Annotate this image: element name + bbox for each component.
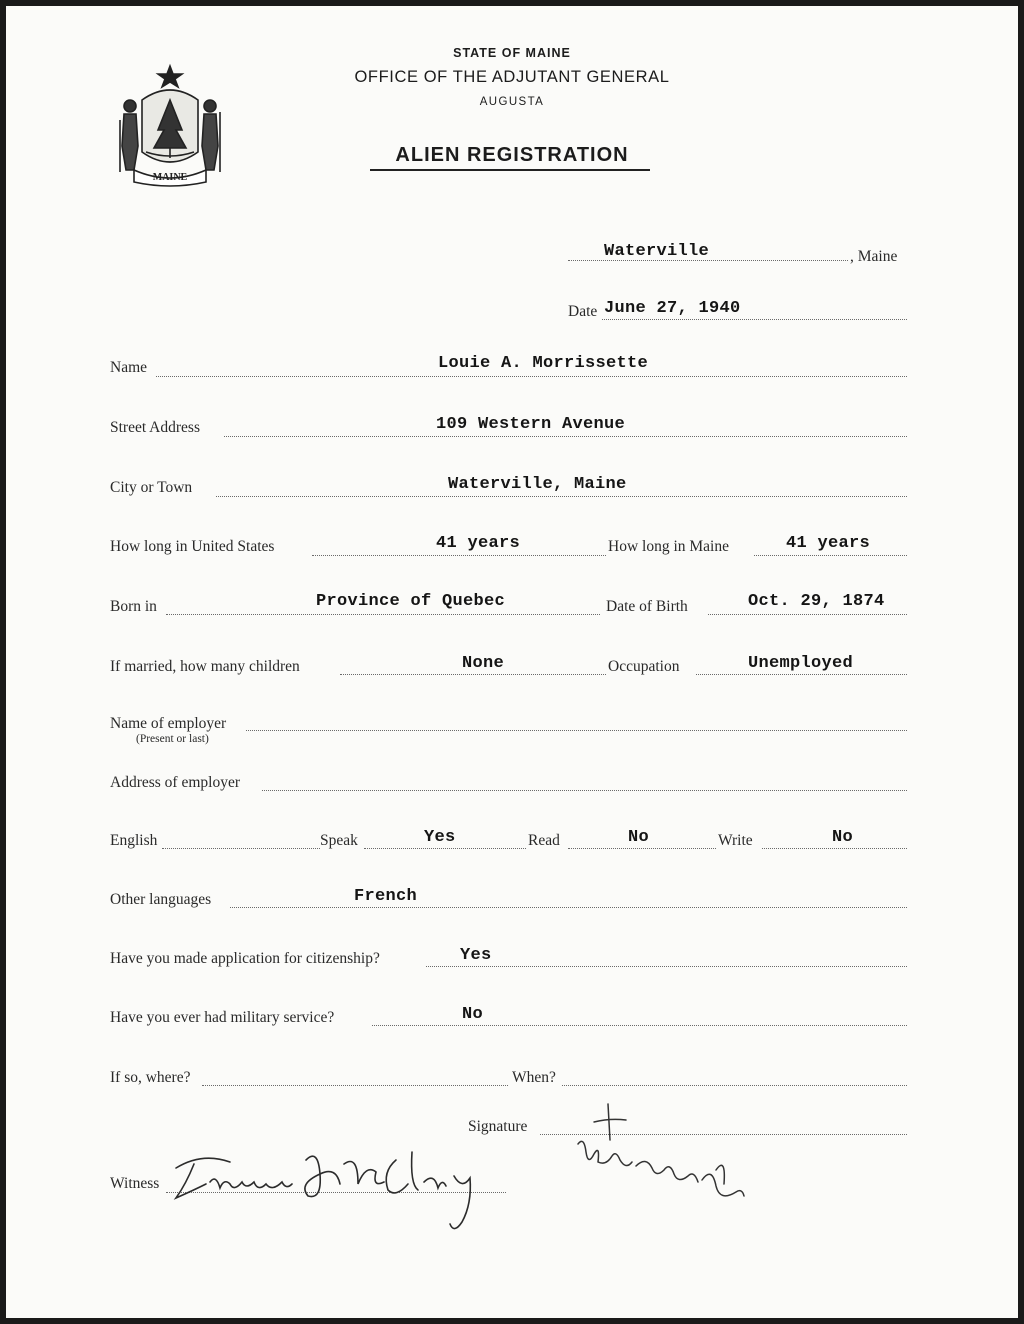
occupation-line: [696, 674, 907, 675]
when-line: [562, 1085, 907, 1086]
english-line: [162, 848, 320, 849]
occupation-value: Unemployed: [748, 654, 854, 673]
write-label: Write: [718, 832, 753, 849]
when-label: When?: [512, 1069, 556, 1086]
header-office: OFFICE OF THE ADJUTANT GENERAL: [354, 68, 670, 86]
witness-label: Witness: [110, 1175, 160, 1192]
date-value: June 27, 1940: [604, 299, 741, 318]
employer-label: Name of employer: [110, 715, 227, 732]
city-line: [216, 496, 907, 497]
seal-motto-text: MAINE: [152, 172, 188, 183]
where-line: [202, 1085, 508, 1086]
speak-line: [364, 848, 526, 849]
dob-label: Date of Birth: [606, 598, 688, 615]
us-duration-value: 41 years: [436, 534, 521, 553]
dob-line: [708, 614, 907, 615]
maine-duration-label: How long in Maine: [608, 538, 729, 555]
children-line: [340, 674, 606, 675]
title-underline: [370, 169, 650, 171]
place-suffix: , Maine: [850, 248, 898, 265]
speak-label: Speak: [320, 832, 358, 849]
header-city: AUGUSTA: [479, 96, 545, 108]
read-line: [568, 848, 716, 849]
us-duration-line: [312, 555, 606, 556]
header-state: STATE OF MAINE: [453, 46, 571, 60]
born-line: [166, 614, 600, 615]
citizenship-value: Yes: [460, 946, 492, 965]
write-line: [762, 848, 907, 849]
street-label: Street Address: [110, 419, 200, 436]
signature-his-mark: [566, 1096, 756, 1216]
read-value: No: [628, 828, 650, 847]
read-label: Read: [528, 832, 560, 849]
employer-address-line: [262, 790, 907, 791]
us-duration-label: How long in United States: [110, 538, 275, 555]
military-line: [372, 1025, 907, 1026]
other-languages-line: [230, 907, 907, 908]
witness-signature: [172, 1144, 512, 1240]
where-label: If so, where?: [110, 1069, 191, 1086]
place-value: Waterville: [604, 242, 710, 261]
english-label: English: [110, 832, 158, 849]
maine-duration-line: [754, 555, 907, 556]
military-label: Have you ever had military service?: [110, 1009, 335, 1026]
signature-label: Signature: [468, 1118, 528, 1135]
citizenship-label: Have you made application for citizenship?: [110, 950, 380, 967]
date-line: [602, 319, 907, 320]
street-line: [224, 436, 907, 437]
employer-address-label: Address of employer: [110, 774, 240, 791]
military-value: No: [462, 1005, 484, 1024]
date-label: Date: [568, 303, 598, 320]
write-value: No: [832, 828, 854, 847]
occupation-label: Occupation: [608, 658, 680, 675]
name-value: Louie A. Morrissette: [438, 354, 649, 373]
maine-duration-value: 41 years: [786, 534, 871, 553]
name-line: [156, 376, 907, 377]
name-label: Name: [110, 359, 148, 376]
employer-sublabel: (Present or last): [136, 733, 209, 745]
other-languages-value: French: [354, 887, 418, 906]
dob-value: Oct. 29, 1874: [748, 592, 885, 611]
other-languages-label: Other languages: [110, 891, 212, 908]
employer-line: [246, 730, 907, 731]
street-value: 109 Western Avenue: [436, 415, 626, 434]
citizenship-line: [426, 966, 907, 967]
city-label: City or Town: [110, 479, 193, 496]
children-label: If married, how many children: [110, 658, 300, 675]
city-value: Waterville, Maine: [448, 475, 627, 494]
children-value: None: [462, 654, 505, 673]
born-value: Province of Quebec: [316, 592, 506, 611]
form-title: ALIEN REGISTRATION: [395, 144, 629, 166]
speak-value: Yes: [424, 828, 456, 847]
registration-form: [6, 6, 1018, 1318]
born-label: Born in: [110, 598, 157, 615]
